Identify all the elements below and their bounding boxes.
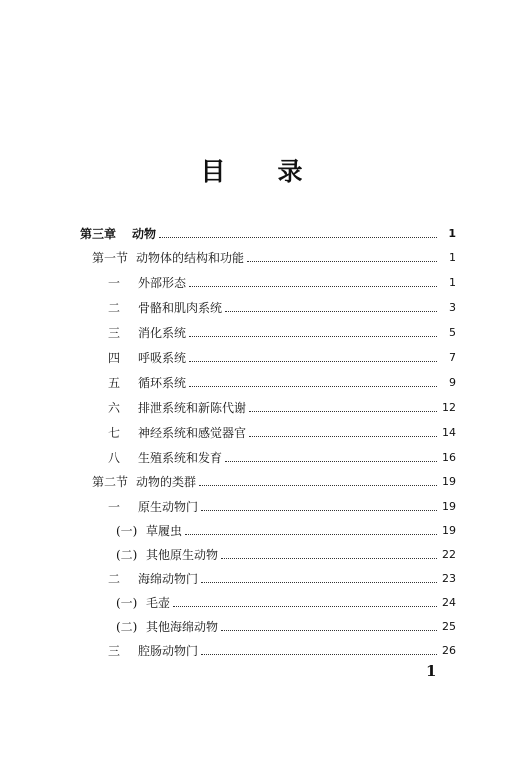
leader-dots [189, 360, 437, 362]
toc-text: 毛壶 [146, 596, 171, 610]
toc-item[interactable] [108, 420, 456, 440]
toc-page: 1 [449, 276, 456, 289]
leader-dots [221, 629, 437, 631]
toc-text: 神经系统和感觉器官 [138, 426, 247, 440]
toc-item[interactable] [108, 295, 456, 315]
toc-page: 19 [442, 500, 456, 513]
toc-page: 19 [442, 475, 456, 488]
toc-number: 三 [108, 644, 121, 658]
toc-number: 一 [108, 500, 121, 514]
toc-page: 16 [442, 451, 456, 464]
leader-dots [221, 557, 437, 559]
leader-dots [173, 605, 437, 607]
toc-page: 1 [448, 227, 456, 240]
toc-text: 循环系统 [138, 376, 187, 390]
toc-page: 14 [442, 426, 456, 439]
leader-dots [189, 285, 437, 287]
title-part-2: 录 [277, 157, 305, 186]
leader-dots [159, 236, 437, 238]
toc-number: 七 [108, 426, 121, 440]
toc-subitem[interactable] [116, 542, 456, 562]
toc-page: 3 [449, 301, 456, 314]
toc-text: 生殖系统和发育 [138, 451, 223, 465]
leader-dots [199, 484, 437, 486]
toc-number: (一) [116, 524, 138, 538]
toc-section-2[interactable] [92, 469, 456, 489]
toc-text: 动物体的结构和功能 [136, 251, 245, 265]
leader-dots [201, 581, 437, 583]
toc-subitem[interactable] [116, 590, 456, 610]
toc-number: (二) [116, 620, 138, 634]
leader-dots [249, 410, 437, 412]
toc-page: 26 [442, 644, 456, 657]
leader-dots [249, 435, 437, 437]
toc-item[interactable] [108, 638, 456, 658]
toc-text: 排泄系统和新陈代谢 [138, 401, 247, 415]
toc-item[interactable] [108, 270, 456, 290]
toc-number: 第三章 [80, 227, 117, 241]
toc-text: 原生动物门 [138, 500, 199, 514]
toc-item[interactable] [108, 370, 456, 390]
leader-dots [185, 533, 437, 535]
toc-number: (二) [116, 548, 138, 562]
toc-text: 腔肠动物门 [138, 644, 199, 658]
toc-text: 外部形态 [138, 276, 187, 290]
toc-text: 其他海绵动物 [146, 620, 219, 634]
toc-text: 呼吸系统 [138, 351, 187, 365]
toc-text: 动物的类群 [136, 475, 197, 489]
toc-page: 9 [449, 376, 456, 389]
toc-text: 其他原生动物 [146, 548, 219, 562]
toc-number: 四 [108, 351, 121, 365]
toc-text: 消化系统 [138, 326, 187, 340]
toc-page: 22 [442, 548, 456, 561]
toc-item[interactable] [108, 345, 456, 365]
toc-chapter-3[interactable] [80, 221, 456, 241]
toc-text: 海绵动物门 [138, 572, 199, 586]
toc-page: 5 [449, 326, 456, 339]
toc-page: 25 [442, 620, 456, 633]
toc-page: 19 [442, 524, 456, 537]
toc-subitem[interactable] [116, 518, 456, 538]
leader-dots [189, 335, 437, 337]
leader-dots [225, 460, 437, 462]
toc-text: 动物 [132, 227, 157, 241]
toc-subitem[interactable] [116, 614, 456, 634]
toc-number: 八 [108, 451, 121, 465]
toc-number: 第二节 [92, 475, 129, 489]
toc-number: 二 [108, 301, 121, 315]
toc-number: 一 [108, 276, 121, 290]
toc-number: 三 [108, 326, 121, 340]
toc-item[interactable] [108, 566, 456, 586]
toc-item[interactable] [108, 494, 456, 514]
toc-number: (一) [116, 596, 138, 610]
toc-item[interactable] [108, 395, 456, 415]
toc-section-1[interactable] [92, 245, 456, 265]
toc-item[interactable] [108, 445, 456, 465]
toc-page: 1 [449, 251, 456, 264]
leader-dots [247, 260, 437, 262]
leader-dots [189, 385, 437, 387]
toc-number: 五 [108, 376, 121, 390]
toc-item[interactable] [108, 320, 456, 340]
leader-dots [201, 509, 437, 511]
toc-text: 骨骼和肌肉系统 [138, 301, 223, 315]
toc-text: 草履虫 [146, 524, 183, 538]
title-part-1: 目 [200, 157, 228, 186]
toc-page: 24 [442, 596, 456, 609]
toc-number: 第一节 [92, 251, 129, 265]
toc-page: 12 [442, 401, 456, 414]
leader-dots [225, 310, 437, 312]
toc-page: 23 [442, 572, 456, 585]
page-number: 1 [426, 662, 437, 680]
toc-page: 7 [449, 351, 456, 364]
toc-number: 二 [108, 572, 121, 586]
toc-number: 六 [108, 401, 121, 415]
leader-dots [201, 653, 437, 655]
